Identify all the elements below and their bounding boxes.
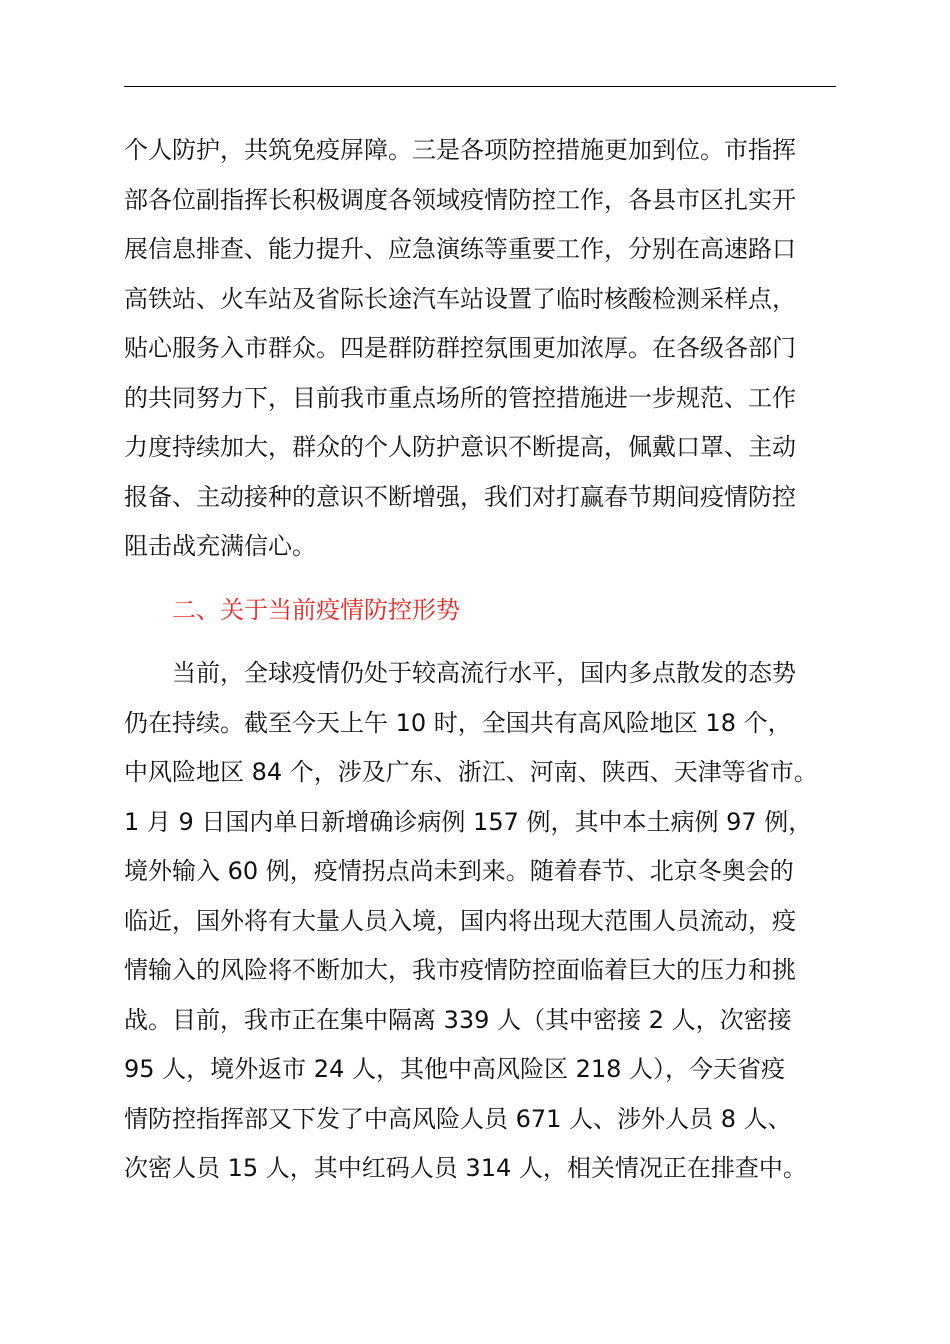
- text-line: 情防控指挥部又下发了中高风险人员 671 人、涉外人员 8 人、: [124, 1104, 792, 1133]
- text-line: 临近，国外将有大量人员入境，国内将出现大范围人员流动，疫: [124, 906, 796, 935]
- document-body: [124, 126, 836, 1194]
- text-line: 仍在持续。截至今天上午 10 时，全国共有高风险地区 18 个，: [124, 708, 792, 737]
- text-line: 力度持续加大，群众的个人防护意识不断提高，佩戴口罩、主动: [124, 433, 796, 461]
- text-line: 展信息排查、能力提升、应急演练等重要工作，分别在高速路口: [124, 235, 796, 263]
- text-line: 部各位副指挥长积极调度各领域疫情防控工作，各县市区扎实开: [124, 185, 796, 214]
- text-line: 当前，全球疫情仍处于较高流行水平，国内多点散发的态势: [172, 659, 796, 687]
- text-line: 中风险地区 84 个，涉及广东、浙江、河南、陕西、天津等省市。: [124, 758, 818, 786]
- text-line: 贴心服务入市群众。四是群防群控氛围更加浓厚。在各级各部门: [124, 334, 796, 362]
- text-line: 情输入的风险将不断加大，我市疫情防控面临着巨大的压力和挑: [124, 956, 796, 984]
- text-line: 个人防护，共筑免疫屏障。三是各项防控措施更加到位。市指挥: [124, 136, 796, 164]
- paragraph-2: [124, 649, 836, 1194]
- text-line: 战。目前，我市正在集中隔离 339 人（其中密接 2 人，次密接: [124, 1005, 792, 1034]
- paragraph-1: [124, 126, 836, 572]
- text-line: 高铁站、火车站及省际长途汽车站设置了临时核酸检测采样点，: [124, 284, 796, 313]
- text-line: 阻击战充满信心。: [124, 532, 316, 560]
- text-line: 的共同努力下，目前我市重点场所的管控措施进一步规范、工作: [124, 383, 796, 412]
- paragraph-gap: [124, 572, 836, 586]
- text-line: 境外输入 60 例，疫情拐点尚未到来。随着春节、北京冬奥会的: [124, 857, 794, 885]
- text-line: 1 月 9 日国内单日新增确诊病例 157 例，其中本土病例 97 例，: [124, 807, 813, 836]
- text-line: 报备、主动接种的意识不断增强，我们对打赢春节期间疫情防控: [124, 482, 796, 511]
- text-line: 次密人员 15 人，其中红码人员 314 人，相关情况正在排查中。: [124, 1154, 807, 1182]
- paragraph-gap: [124, 635, 836, 649]
- header-rule: [124, 86, 836, 87]
- section-heading: 二、关于当前疫情防控形势: [172, 595, 460, 624]
- text-line: 95 人，境外返市 24 人，其他中高风险区 218 人），今天省疫: [124, 1055, 786, 1083]
